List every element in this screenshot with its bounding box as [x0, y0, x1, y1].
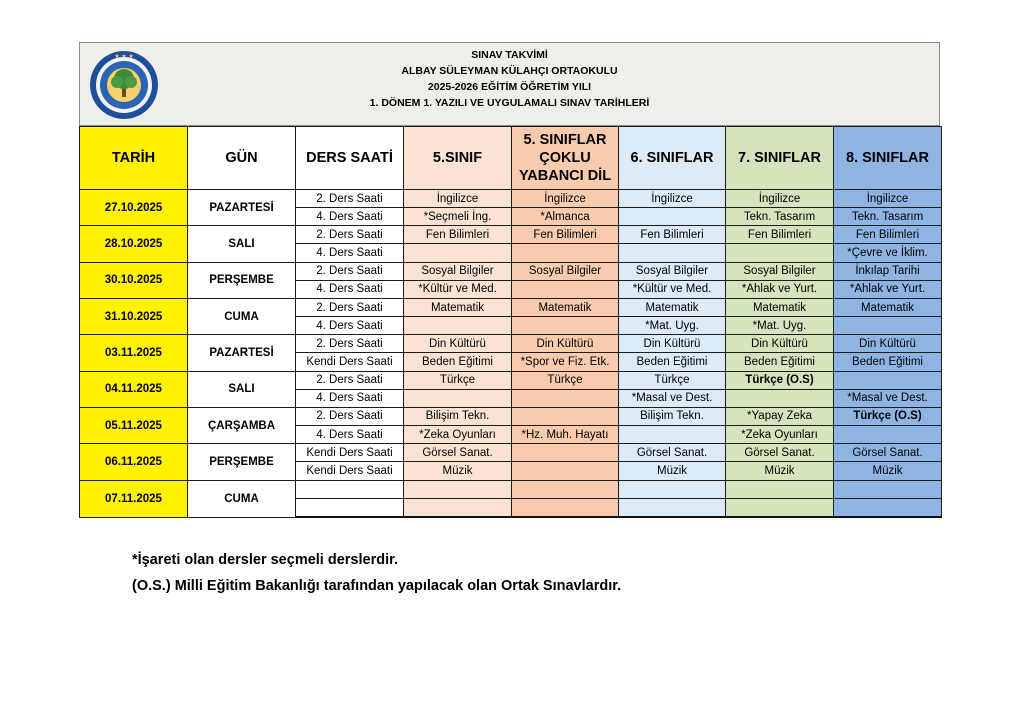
subject-cell-c7: Türkçe (O.S) — [726, 371, 834, 389]
date-cell: 06.11.2025 — [80, 444, 188, 480]
subject-cell-c5y — [512, 244, 619, 262]
subject-cell-c5y — [512, 317, 619, 335]
subject-cell-c5y — [512, 407, 619, 425]
day-cell: PAZARTESİ — [188, 190, 296, 226]
subject-cell-c8: İngilizce — [834, 190, 942, 208]
day-cell: SALI — [188, 226, 296, 262]
footnotes — [132, 547, 621, 599]
subject-cell-c8: Tekn. Tasarım — [834, 208, 942, 226]
subject-cell-c7: Beden Eğitimi — [726, 353, 834, 371]
lesson-time-cell: 2. Ders Saati — [296, 190, 404, 208]
subject-cell-c5y — [512, 389, 619, 407]
subject-cell-c7: *Zeka Oyunları — [726, 426, 834, 444]
column-header-5-coklu-line1: 5. SINIFLAR — [523, 132, 607, 148]
lesson-time-cell: 2. Ders Saati — [296, 371, 404, 389]
subject-cell-c7 — [726, 498, 834, 517]
exam-period: 1. DÖNEM 1. YAZILI VE UYGULAMALI SINAV TARİHLERİ — [369, 97, 650, 109]
schedule-row — [80, 480, 942, 498]
subject-cell-c5y — [512, 480, 619, 498]
subject-cell-c8: *Çevre ve İklim. — [834, 244, 942, 262]
day-cell: PAZARTESİ — [188, 335, 296, 371]
subject-cell-c7: *Ahlak ve Yurt. — [726, 280, 834, 298]
schedule-row — [80, 262, 942, 280]
subject-cell-c5y: İngilizce — [512, 190, 619, 208]
subject-cell-c6: Türkçe — [619, 371, 726, 389]
date-cell: 27.10.2025 — [80, 190, 188, 226]
subject-cell-c5: *Kültür ve Med. — [404, 280, 512, 298]
schedule-row — [80, 298, 942, 316]
subject-cell-c5y: Fen Bilimleri — [512, 226, 619, 244]
subject-cell-c7: Fen Bilimleri — [726, 226, 834, 244]
lesson-time-cell: 2. Ders Saati — [296, 407, 404, 425]
schedule-row — [80, 371, 942, 389]
subject-cell-c8: *Ahlak ve Yurt. — [834, 280, 942, 298]
column-header-7-siniflar: 7. SINIFLAR — [726, 127, 834, 190]
subject-cell-c6: Din Kültürü — [619, 335, 726, 353]
subject-cell-c5 — [404, 317, 512, 335]
lesson-time-cell: 4. Ders Saati — [296, 280, 404, 298]
schedule-header — [79, 42, 940, 126]
subject-cell-c5y: *Almanca — [512, 208, 619, 226]
subject-cell-c8 — [834, 480, 942, 498]
subject-cell-c8: *Masal ve Dest. — [834, 389, 942, 407]
subject-cell-c5y — [512, 444, 619, 462]
subject-cell-c5: Bilişim Tekn. — [404, 407, 512, 425]
subject-cell-c5: Görsel Sanat. — [404, 444, 512, 462]
lesson-time-cell: 2. Ders Saati — [296, 226, 404, 244]
date-cell: 04.11.2025 — [80, 371, 188, 407]
date-cell: 30.10.2025 — [80, 262, 188, 298]
schedule-row — [80, 226, 942, 244]
subject-cell-c8: Görsel Sanat. — [834, 444, 942, 462]
subject-cell-c6: Matematik — [619, 298, 726, 316]
svg-text:★ ★ ★: ★ ★ ★ — [114, 54, 134, 60]
subject-cell-c5 — [404, 498, 512, 517]
subject-cell-c7: *Yapay Zeka — [726, 407, 834, 425]
subject-cell-c5: Sosyal Bilgiler — [404, 262, 512, 280]
subject-cell-c6: *Kültür ve Med. — [619, 280, 726, 298]
schedule-row — [80, 444, 942, 462]
lesson-time-cell: 2. Ders Saati — [296, 335, 404, 353]
subject-cell-c6: *Masal ve Dest. — [619, 389, 726, 407]
subject-cell-c6: Beden Eğitimi — [619, 353, 726, 371]
subject-cell-c6: Sosyal Bilgiler — [619, 262, 726, 280]
subject-cell-c6 — [619, 244, 726, 262]
subject-cell-c6 — [619, 498, 726, 517]
subject-cell-c6: İngilizce — [619, 190, 726, 208]
school-year: 2025-2026 EĞİTİM ÖĞRETİM YILI — [427, 81, 592, 93]
note-elective: *İşareti olan dersler seçmeli derslerdir. — [132, 552, 398, 568]
lesson-time-cell: 4. Ders Saati — [296, 208, 404, 226]
school-name: ALBAY SÜLEYMAN KÜLAHÇI ORTAOKULU — [401, 65, 618, 77]
day-cell: PERŞEMBE — [188, 262, 296, 298]
date-cell: 03.11.2025 — [80, 335, 188, 371]
subject-cell-c7: *Mat. Uyg. — [726, 317, 834, 335]
lesson-time-cell: Kendi Ders Saati — [296, 353, 404, 371]
column-header-5-coklu-yabanci-dil — [512, 127, 619, 190]
subject-cell-c7 — [726, 480, 834, 498]
subject-cell-c7 — [726, 389, 834, 407]
subject-cell-c5 — [404, 389, 512, 407]
column-header-ders-saati: DERS SAATİ — [296, 127, 404, 190]
subject-cell-c8: Din Kültürü — [834, 335, 942, 353]
day-cell: CUMA — [188, 480, 296, 517]
subject-cell-c6: *Mat. Uyg. — [619, 317, 726, 335]
subject-cell-c6: Fen Bilimleri — [619, 226, 726, 244]
schedule-body — [80, 190, 942, 518]
subject-cell-c8: Fen Bilimleri — [834, 226, 942, 244]
subject-cell-c7 — [726, 244, 834, 262]
lesson-time-cell: Kendi Ders Saati — [296, 462, 404, 480]
lesson-time-cell: 4. Ders Saati — [296, 317, 404, 335]
column-header-gun: GÜN — [188, 127, 296, 190]
subject-cell-c8 — [834, 317, 942, 335]
subject-cell-c6 — [619, 480, 726, 498]
subject-cell-c8 — [834, 498, 942, 517]
subject-cell-c5: Fen Bilimleri — [404, 226, 512, 244]
subject-cell-c6: Bilişim Tekn. — [619, 407, 726, 425]
subject-cell-c5: Türkçe — [404, 371, 512, 389]
subject-cell-c5y: Sosyal Bilgiler — [512, 262, 619, 280]
subject-cell-c6 — [619, 208, 726, 226]
day-cell: CUMA — [188, 298, 296, 334]
subject-cell-c8: Türkçe (O.S) — [834, 407, 942, 425]
subject-cell-c5y: Matematik — [512, 298, 619, 316]
subject-cell-c5y — [512, 280, 619, 298]
subject-cell-c8: İnkılap Tarihi — [834, 262, 942, 280]
subject-cell-c7: Din Kültürü — [726, 335, 834, 353]
lesson-time-cell — [296, 498, 404, 517]
exam-schedule-table — [79, 126, 942, 518]
lesson-time-cell: 4. Ders Saati — [296, 426, 404, 444]
subject-cell-c5y — [512, 498, 619, 517]
date-cell: 28.10.2025 — [80, 226, 188, 262]
column-header-tarih: TARİH — [80, 127, 188, 190]
subject-cell-c5y: Din Kültürü — [512, 335, 619, 353]
date-cell: 07.11.2025 — [80, 480, 188, 517]
lesson-time-cell: 2. Ders Saati — [296, 298, 404, 316]
header-title: SINAV TAKVİMİ — [471, 49, 548, 61]
subject-cell-c6 — [619, 426, 726, 444]
subject-cell-c5y: *Hz. Muh. Hayatı — [512, 426, 619, 444]
column-header-5-coklu-line3: YABANCI DİL — [518, 168, 612, 184]
date-cell: 05.11.2025 — [80, 407, 188, 443]
subject-cell-c5: Matematik — [404, 298, 512, 316]
day-cell: ÇARŞAMBA — [188, 407, 296, 443]
subject-cell-c5: Müzik — [404, 462, 512, 480]
day-cell: PERŞEMBE — [188, 444, 296, 480]
subject-cell-c5: *Zeka Oyunları — [404, 426, 512, 444]
schedule-row — [80, 407, 942, 425]
lesson-time-cell: 2. Ders Saati — [296, 262, 404, 280]
subject-cell-c7: Sosyal Bilgiler — [726, 262, 834, 280]
subject-cell-c5: Din Kültürü — [404, 335, 512, 353]
note-common-exam: (O.S.) Milli Eğitim Bakanlığı tarafından yapılacak olan Ortak Sınavlardır. — [132, 578, 622, 594]
lesson-time-cell: Kendi Ders Saati — [296, 444, 404, 462]
subject-cell-c7: Görsel Sanat. — [726, 444, 834, 462]
subject-cell-c8: Matematik — [834, 298, 942, 316]
subject-cell-c5y: *Spor ve Fiz. Etk. — [512, 353, 619, 371]
subject-cell-c7: Tekn. Tasarım — [726, 208, 834, 226]
subject-cell-c8: Beden Eğitimi — [834, 353, 942, 371]
schedule-row — [80, 190, 942, 208]
lesson-time-cell: 4. Ders Saati — [296, 244, 404, 262]
subject-cell-c5: *Seçmeli İng. — [404, 208, 512, 226]
subject-cell-c6: Müzik — [619, 462, 726, 480]
subject-cell-c5y: Türkçe — [512, 371, 619, 389]
schedule-row — [80, 335, 942, 353]
subject-cell-c5: Beden Eğitimi — [404, 353, 512, 371]
subject-cell-c6: Görsel Sanat. — [619, 444, 726, 462]
subject-cell-c5y — [512, 462, 619, 480]
column-header-5-coklu-line2: ÇOKLU — [539, 150, 591, 166]
subject-cell-c5 — [404, 480, 512, 498]
lesson-time-cell: 4. Ders Saati — [296, 389, 404, 407]
day-cell: SALI — [188, 371, 296, 407]
subject-cell-c7: Müzik — [726, 462, 834, 480]
date-cell: 31.10.2025 — [80, 298, 188, 334]
column-header-5-sinif: 5.SINIF — [404, 127, 512, 190]
lesson-time-cell — [296, 480, 404, 498]
subject-cell-c5: İngilizce — [404, 190, 512, 208]
subject-cell-c5 — [404, 244, 512, 262]
column-header-8-siniflar: 8. SINIFLAR — [834, 127, 942, 190]
subject-cell-c7: Matematik — [726, 298, 834, 316]
subject-cell-c8 — [834, 371, 942, 389]
column-header-6-siniflar: 6. SINIFLAR — [619, 127, 726, 190]
subject-cell-c8 — [834, 426, 942, 444]
subject-cell-c8: Müzik — [834, 462, 942, 480]
subject-cell-c7: İngilizce — [726, 190, 834, 208]
